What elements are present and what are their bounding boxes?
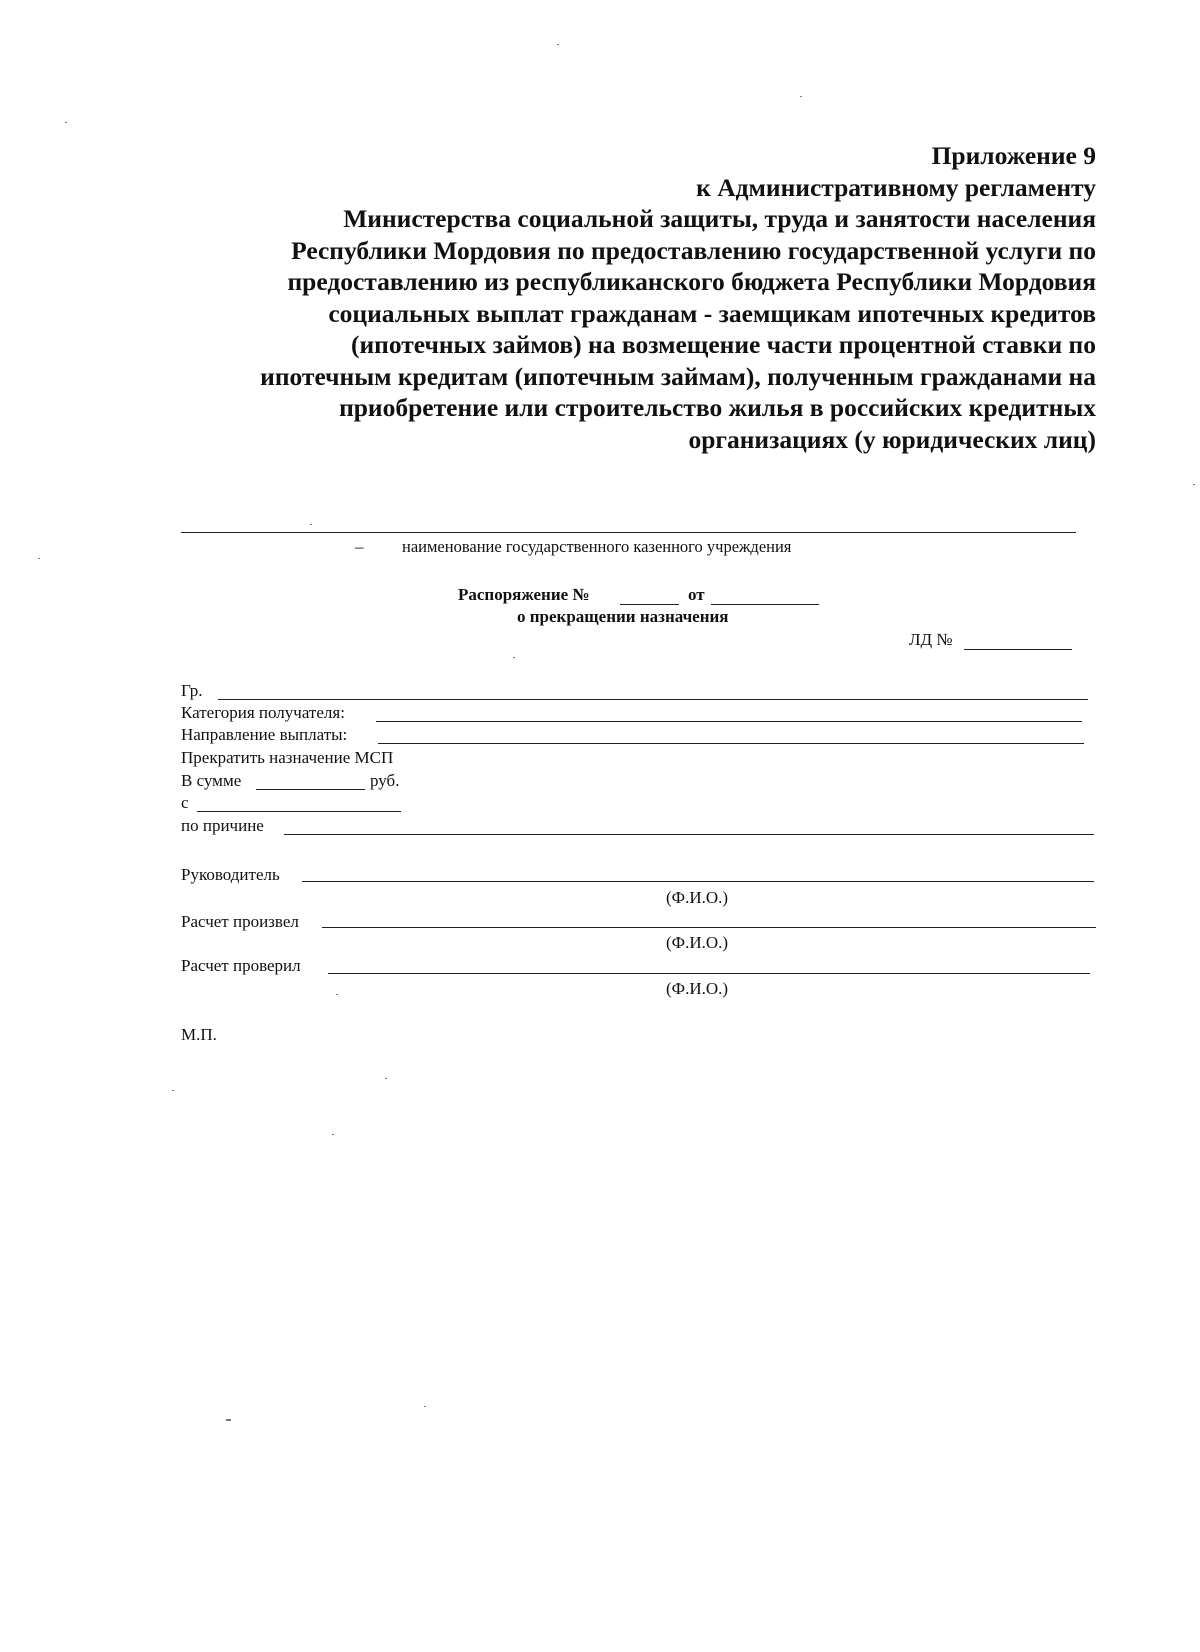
calculated-by-field[interactable] [322, 927, 1096, 928]
fio-caption: (Ф.И.О.) [666, 888, 729, 907]
scan-speck [65, 122, 67, 123]
calculated-by-label: Расчет произвел [181, 912, 299, 931]
ld-number-field[interactable] [964, 649, 1072, 650]
scan-speck [38, 558, 40, 559]
scan-speck [513, 657, 515, 658]
header-line: приобретение или строительство жилья в российских кредитных [339, 393, 1096, 422]
header-line: Республики Мордовия по предоставлению государственной услуги по [291, 235, 1096, 265]
header-line: социальных выплат гражданам - заемщикам ипотечных кредитов [328, 298, 1096, 328]
header-line: Приложение 9 [931, 141, 1096, 170]
order-from-label: от [688, 585, 705, 604]
category-field[interactable] [376, 721, 1082, 722]
institution-line[interactable] [181, 532, 1076, 533]
stop-assignment-label: Прекратить назначение МСП [181, 748, 394, 767]
header-line: ипотечным кредитам (ипотечным займам), полученным гражданами на [260, 361, 1096, 391]
fio-caption: (Ф.И.О.) [666, 979, 729, 998]
scan-speck [226, 1419, 231, 1421]
stamp-place: М.П. [181, 1025, 217, 1044]
dash-mark: – [355, 537, 364, 556]
direction-field[interactable] [378, 743, 1084, 744]
sum-field[interactable] [256, 789, 365, 790]
ld-label: ЛД № [909, 630, 953, 649]
header-line: Министерства социальной защиты, труда и занятости населения [343, 204, 1096, 233]
scan-speck [310, 524, 312, 525]
scan-speck [557, 44, 559, 45]
appendix-header [196, 140, 1096, 455]
scan-speck [800, 96, 802, 97]
category-label: Категория получателя: [181, 703, 345, 722]
citizen-label: Гр. [181, 681, 203, 700]
header-line: к Административному регламенту [696, 172, 1096, 202]
header-line: (ипотечных займов) на возмещение части процентной ставки по [350, 330, 1096, 359]
head-label: Руководитель [181, 865, 280, 884]
order-number-field[interactable] [620, 604, 679, 605]
head-signature-field[interactable] [302, 881, 1094, 882]
sum-label: В сумме [181, 771, 242, 790]
citizen-field[interactable] [218, 699, 1088, 700]
scan-speck [336, 994, 338, 995]
order-title: Распоряжение № [458, 585, 590, 604]
scan-speck [1193, 484, 1195, 485]
from-date-field[interactable] [197, 811, 401, 812]
order-date-field[interactable] [711, 604, 819, 605]
fio-caption: (Ф.И.О.) [666, 933, 729, 952]
reason-field[interactable] [284, 834, 1094, 835]
scan-speck [424, 1406, 426, 1407]
scan-speck [332, 1134, 334, 1135]
scan-speck [172, 1090, 174, 1091]
scan-speck [385, 1078, 387, 1079]
reason-label: по причине [181, 816, 264, 835]
header-line: организациях (у юридических лиц) [688, 424, 1096, 454]
rub-label: руб. [370, 771, 400, 790]
header-line: предоставлению из республиканского бюджета Республики Мордовия [287, 267, 1096, 296]
direction-label: Направление выплаты: [181, 725, 348, 744]
checked-by-field[interactable] [328, 973, 1090, 974]
order-subtitle: о прекращении назначения [517, 607, 729, 626]
institution-caption: наименование государственного казенного учреждения [402, 537, 792, 556]
checked-by-label: Расчет проверил [181, 956, 301, 975]
from-date-label: с [181, 793, 189, 812]
